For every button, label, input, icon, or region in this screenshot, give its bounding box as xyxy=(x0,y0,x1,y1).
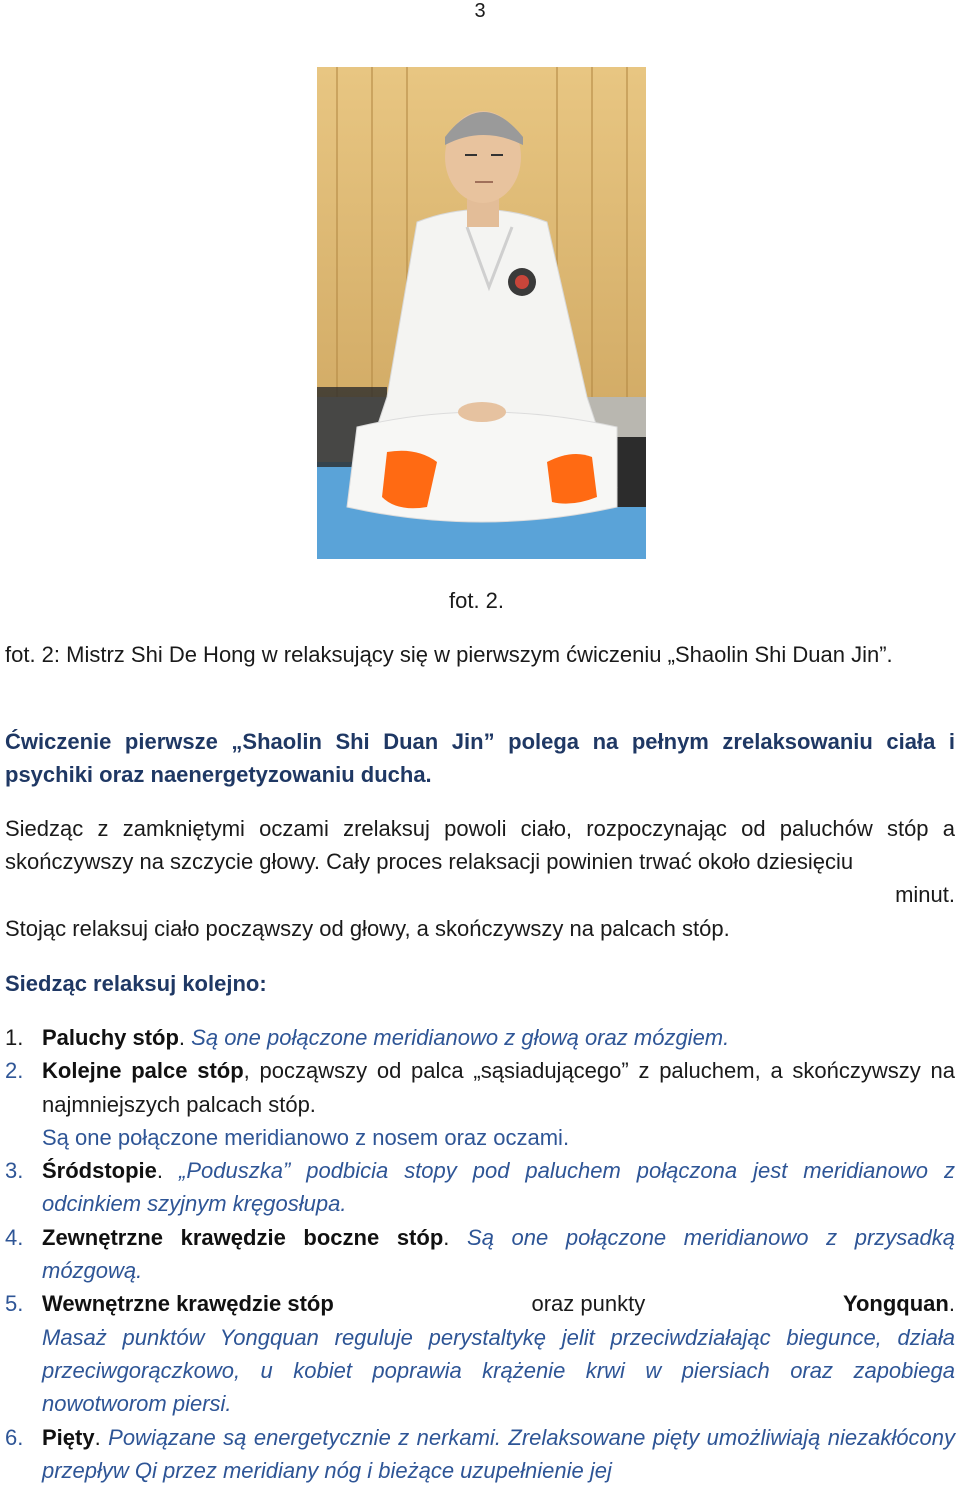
item-text: oraz punkty xyxy=(531,1291,646,1317)
item-text: , począwszy od palca „sąsiadującego” z paluchem, a skończywszy na najmniejszych palcach stóp. xyxy=(42,1058,955,1117)
list-heading: Siedząc relaksuj kolejno: xyxy=(5,971,267,996)
list-item xyxy=(5,1287,955,1420)
item-text: . xyxy=(178,1025,186,1050)
standing-paragraph: Stojąc relaksuj ciało począwszy od głowy, a skończywszy na palcach stóp. xyxy=(5,916,730,941)
item-number: 2. xyxy=(5,1058,24,1084)
item-description: Są one połączone meridianowo z nosem oraz oczami. xyxy=(42,1124,570,1150)
intro-heading: Ćwiczenie pierwsze „Shaolin Shi Duan Jin” polega na pełnym zrelaksowaniu ciała i psychiki oraz naenergetyzowaniu ducha. xyxy=(5,729,955,787)
item-title-second: Yongquan xyxy=(842,1291,949,1317)
list-item xyxy=(5,1221,955,1288)
paragraph-text: Siedząc z zamkniętymi oczami zrelaksuj powoli ciało, rozpoczynając od paluchów stóp a skończywszy na szczycie głowy. Cały proces relaksacji powinien trwać około dziesięciu xyxy=(5,816,955,874)
item-title: Wewnętrzne krawędzie stóp xyxy=(42,1291,334,1317)
item-number: 5. xyxy=(5,1291,24,1317)
item-text: . xyxy=(156,1158,164,1184)
item-description: Powiązane są energetycznie z nerkami. Zrelaksowane pięty umożliwiają niezakłócony przepływ Qi przez meridiany nóg i bieżące uzupełnienie jej xyxy=(42,1424,955,1483)
item-text-end: . xyxy=(948,1291,955,1317)
item-description: Masaż punktów Yongquan reguluje perystaltykę jelit przeciwdziałając biegunce, działa przeciwgorączkowo, u kobiet poprawia krążenie krwi w piersiach oraz zapobiega nowotworom piersi. xyxy=(42,1324,955,1417)
list-item xyxy=(5,1154,955,1221)
item-description: Są one połączone meridianowo z głową oraz mózgiem. xyxy=(191,1025,730,1050)
list-item xyxy=(5,1021,955,1054)
item-description: Są one połączone meridianowo z przysadką mózgową. xyxy=(42,1224,955,1284)
item-title: Zewnętrzne krawędzie boczne stóp xyxy=(42,1224,444,1250)
item-title: Kolejne palce stóp xyxy=(42,1058,244,1084)
item-number: 1. xyxy=(5,1025,24,1050)
item-title: Śródstopie xyxy=(42,1158,157,1184)
paragraph-end: minut. xyxy=(895,882,955,907)
meditation-photo-image xyxy=(317,67,646,559)
photo-caption: fot. 2: Mistrz Shi De Hong w relaksujący się w pierwszym ćwiczeniu „Shaolin Shi Duan Jin”. xyxy=(5,642,893,667)
relaxation-paragraph xyxy=(5,812,955,878)
list-item xyxy=(5,1421,955,1488)
master-photo xyxy=(317,67,646,559)
item-description: „Poduszka” podbicia stopy pod paluchem połączona jest meridianowo z odcinkiem szyjnym kręgosłupa. xyxy=(42,1158,955,1217)
page-number: 3 xyxy=(474,0,486,22)
list-item xyxy=(5,1054,955,1154)
item-title: Paluchy stóp xyxy=(42,1025,179,1050)
item-number: 4. xyxy=(5,1224,24,1250)
item-text: . xyxy=(94,1424,101,1450)
paragraph-lines xyxy=(5,812,955,878)
item-number: 3. xyxy=(5,1158,24,1184)
item-title: Pięty xyxy=(42,1424,95,1450)
item-title-line xyxy=(42,1287,955,1320)
item-number: 6. xyxy=(5,1424,24,1450)
item-text: . xyxy=(443,1224,450,1250)
relaxation-list xyxy=(5,1021,955,1487)
photo-label: fot. 2. xyxy=(449,588,505,613)
